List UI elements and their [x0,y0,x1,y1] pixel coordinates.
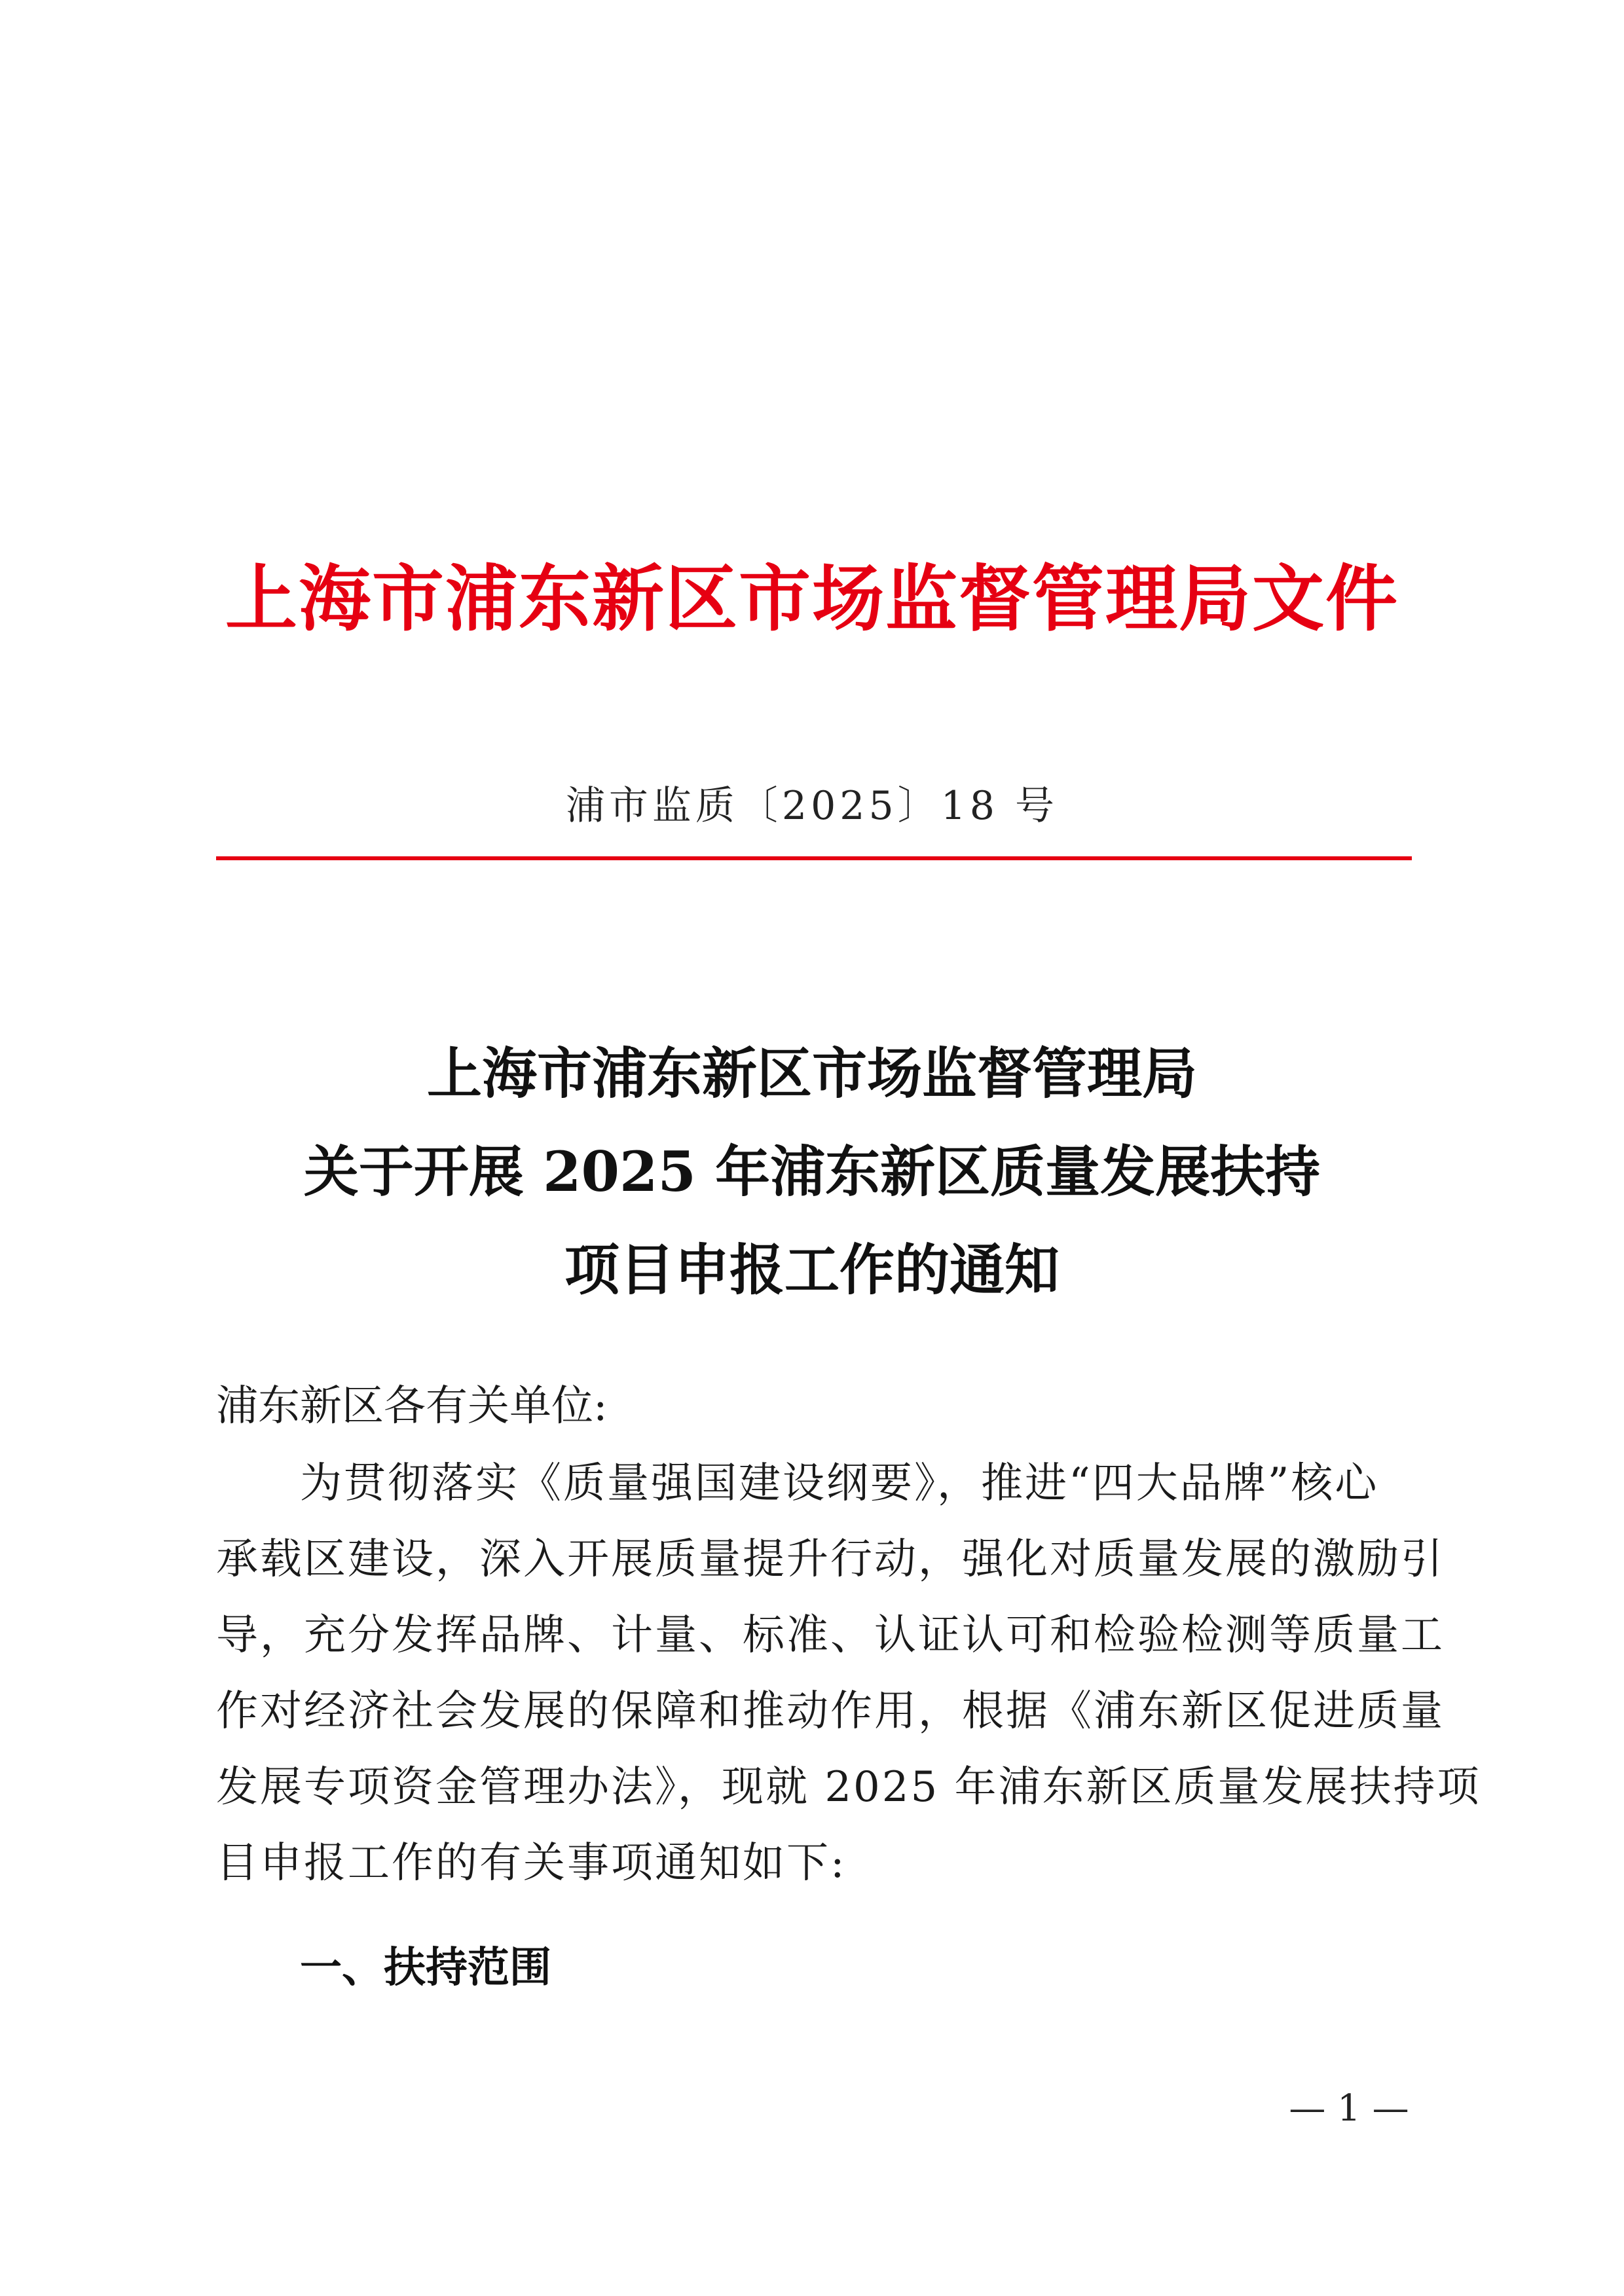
paragraph-line: 为贯彻落实《质量强国建设纲要》，推进“四大品牌”核心 [300,1459,1379,1508]
title-line-2: 关于开展 2025 年浦东新区质量发展扶持 [303,1139,1321,1204]
paragraph-line: 承载区建设，深入开展质量提升行动，强化对质量发展的激励引 [216,1535,1445,1584]
paragraph-line: 导，充分发挥品牌、计量、标准、认证认可和检验检测等质量工 [216,1611,1445,1660]
paragraph-line: 发展专项资金管理办法》，现就 2025 年浦东新区质量发展扶持项 [216,1763,1481,1812]
title-line-3: 项目申报工作的通知 [564,1237,1060,1302]
paragraph-line: 作对经济社会发展的保障和推动作用，根据《浦东新区促进质量 [216,1687,1445,1736]
salutation: 浦东新区各有关单位: [216,1382,608,1430]
page-number: — 1 — [1289,2087,1409,2130]
intro-paragraph [216,1452,1481,1908]
red-divider-line [216,856,1412,860]
title-line-1: 上海市浦东新区市场监督管理局 [426,1041,1197,1106]
document-title [0,1025,1624,1319]
section-heading: 一、扶持范围 [300,1944,551,1992]
issuer-header: 上海市浦东新区市场监督管理局文件 [225,556,1399,641]
document-number: 浦市监质〔2025〕18 号 [565,783,1059,829]
paragraph-line: 目申报工作的有关事项通知如下: [216,1839,847,1887]
